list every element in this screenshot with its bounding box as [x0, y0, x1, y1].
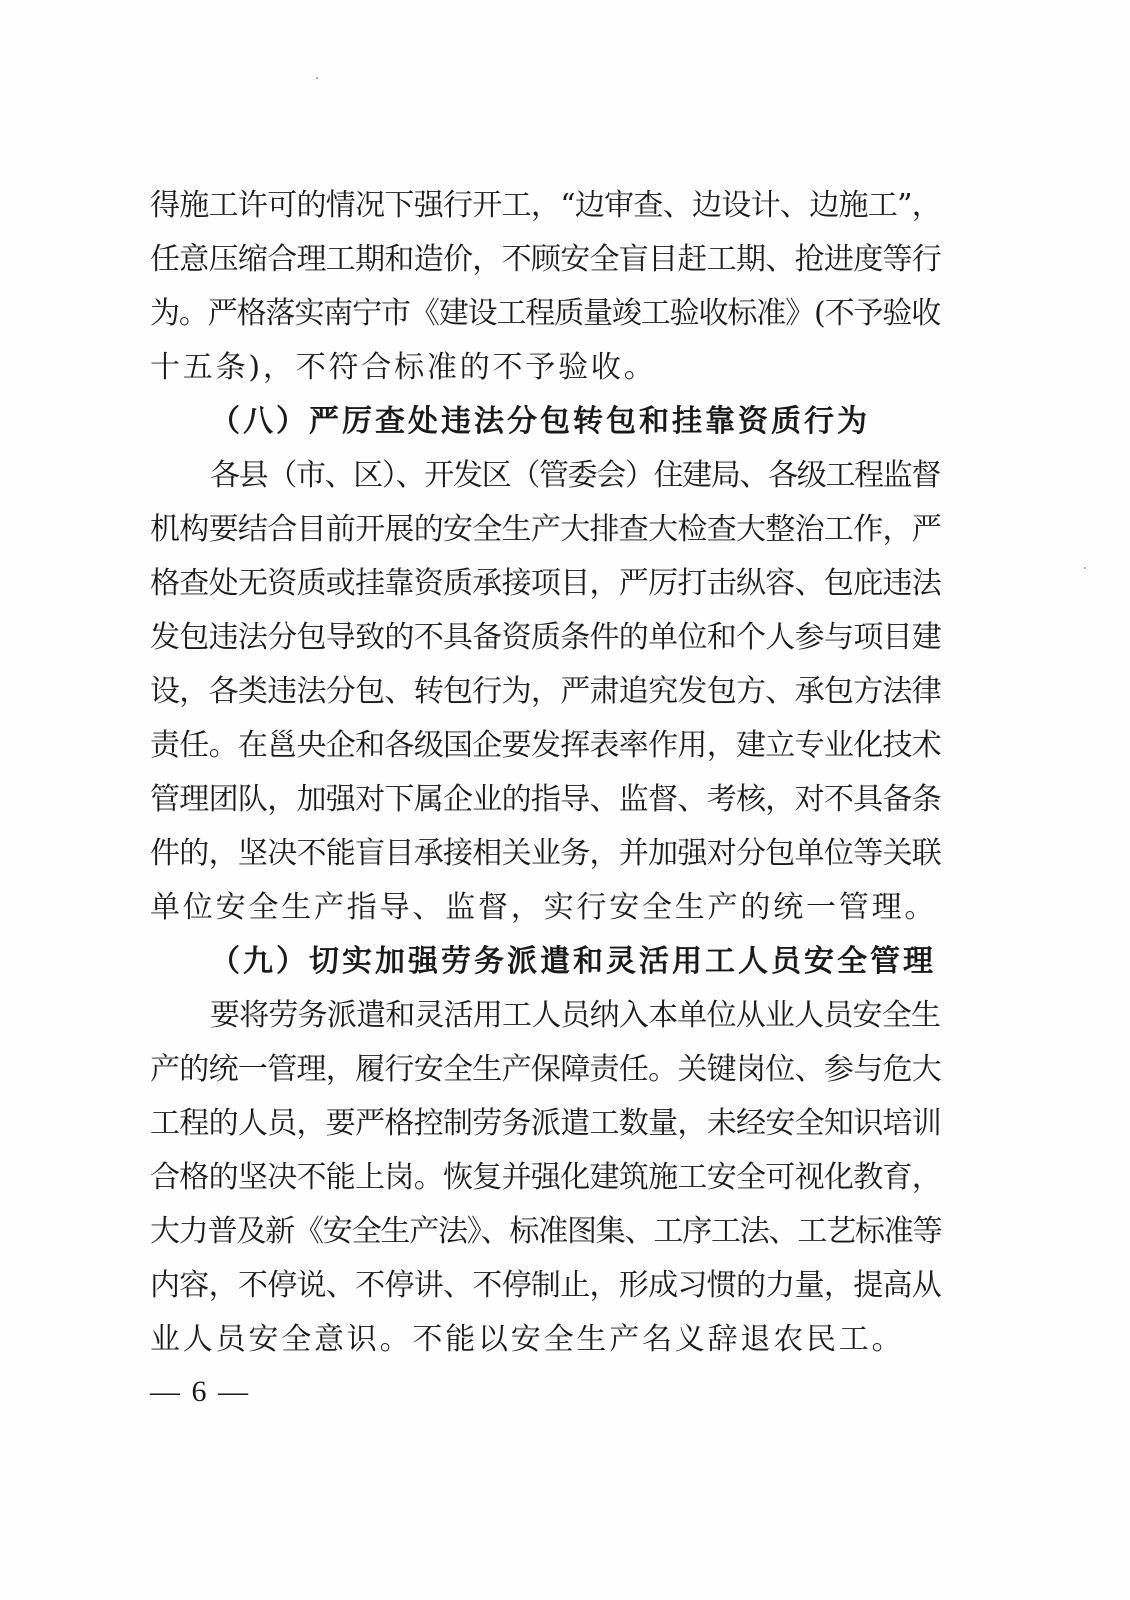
text-line: 各县（市、区）、开发区（管委会）住建局、各级工程监督 — [210, 458, 940, 493]
heading-text: （八）严厉查处违法分包转包和挂靠资质行为 — [210, 404, 870, 439]
text-line: 十五条)，不符合标准的不予验收。 — [150, 350, 657, 385]
text-line: 单位安全生产指导、监督，实行安全生产的统一管理。 — [150, 890, 938, 925]
text-line: 管理团队，加强对下属企业的指导、监督、考核，对不具备条 — [150, 782, 942, 817]
text-line: 格查处无资质或挂靠资质承接项目，严厉打击纵容、包庇违法 — [150, 566, 942, 601]
text-line: 机构要结合目前开展的安全生产大排查大检查大整治工作，严 — [150, 512, 942, 547]
text-line: 得施工许可的情况下强行开工，“边审查、边设计、边施工”， — [150, 188, 942, 223]
text-line: 合格的坚决不能上岗。恢复并强化建筑施工安全可视化教育， — [150, 1160, 942, 1195]
scan-speck — [1084, 567, 1086, 569]
scan-speck — [316, 77, 318, 79]
document-body — [150, 179, 940, 1367]
text-line: 设，各类违法分包、转包行为，严肃追究发包方、承包方法律 — [150, 674, 942, 709]
section-heading-8 — [150, 395, 940, 449]
text-line: 为。严格落实南宁市《建设工程质量竣工验收标准》(不予验收 — [150, 296, 940, 331]
text-line: 工程的人员，要严格控制劳务派遣工数量，未经安全知识培训 — [150, 1106, 942, 1141]
text-line: 任意压缩合理工期和造价，不顾安全盲目赶工期、抢进度等行 — [150, 242, 942, 277]
text-line: 内容，不停说、不停讲、不停制止，形成习惯的力量，提高从 — [150, 1268, 942, 1303]
page-number: — 6 — — [150, 1375, 250, 1408]
paragraph-continuation — [150, 179, 940, 395]
text-line: 产的统一管理，履行安全生产保障责任。关键岗位、参与危大 — [150, 1052, 942, 1087]
text-line: 责任。在邕央企和各级国企要发挥表率作用，建立专业化技术 — [150, 728, 942, 763]
text-line: 要将劳务派遣和灵活用工人员纳入本单位从业人员安全生 — [210, 998, 940, 1033]
paragraph-section-8 — [150, 449, 940, 935]
text-line: 件的，坚决不能盲目承接相关业务，并加强对分包单位等关联 — [150, 836, 942, 871]
text-line: 大力普及新《安全生产法》、标准图集、工序工法、工艺标准等 — [150, 1214, 942, 1249]
paragraph-section-9 — [150, 989, 940, 1367]
section-heading-9 — [150, 935, 940, 989]
text-line: 业人员安全意识。不能以安全生产名义辞退农民工。 — [150, 1322, 905, 1357]
text-line: 发包违法分包导致的不具备资质条件的单位和个人参与项目建 — [150, 620, 942, 655]
heading-text: （九）切实加强劳务派遣和灵活用工人员安全管理 — [210, 944, 936, 979]
